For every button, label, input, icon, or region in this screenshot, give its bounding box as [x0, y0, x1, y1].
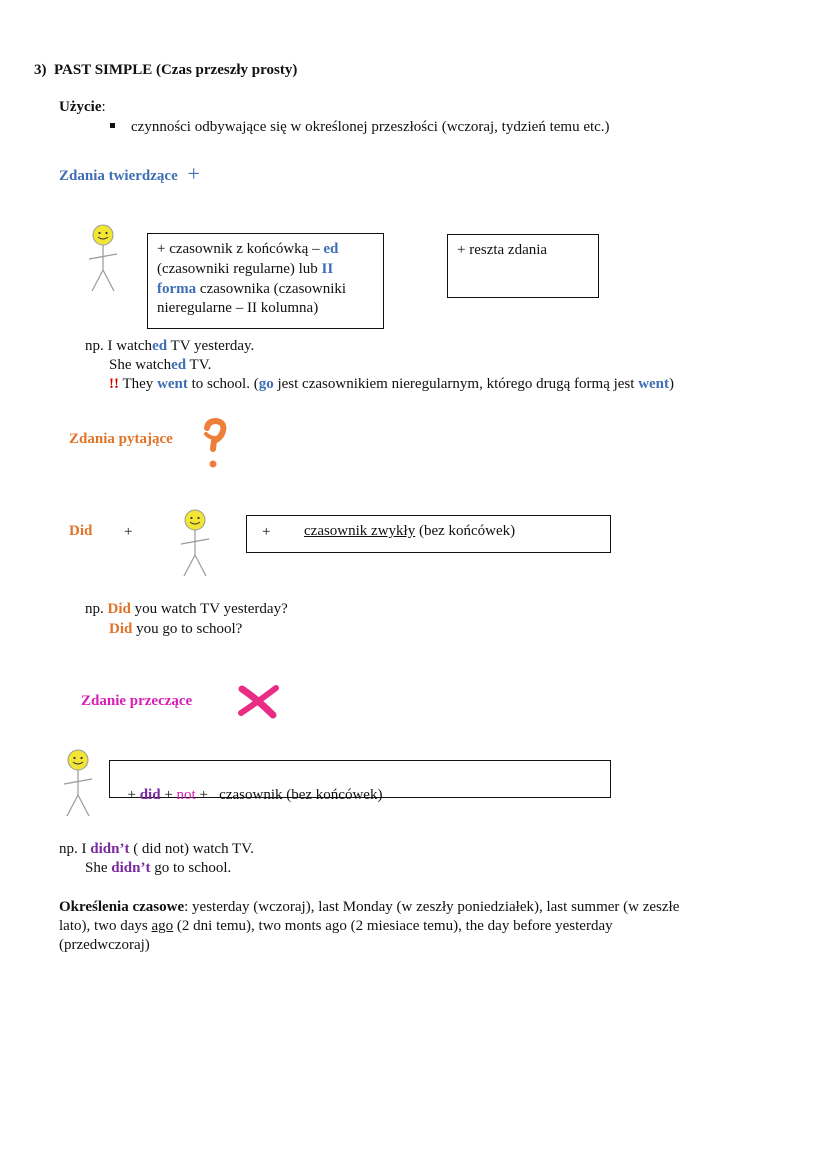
negative-example-2: She didn’t go to school.	[85, 860, 232, 876]
section-number: 3)	[34, 62, 47, 78]
section-heading	[34, 61, 297, 80]
bullet-square-icon	[110, 123, 115, 128]
time-expressions-line1: Określenia czasowe: yesterday (wczoraj), last Monday (w zeszły poniedziałek), last summer (w zeszłe	[59, 899, 680, 915]
question-box-text: czasownik zwykły (bez końcówek)	[304, 523, 516, 539]
did-label: Did	[69, 523, 93, 539]
section-subtitle: (Czas przeszły prosty)	[155, 62, 298, 78]
question-example-1: np. Did you watch TV yesterday?	[85, 601, 288, 617]
affirmative-box-line2: (czasowniki regularne) lub II	[157, 261, 334, 277]
affirmative-title: Zdania twierdzące +	[59, 161, 200, 186]
stick-figure-icon	[85, 223, 121, 295]
stick-figure-icon	[177, 508, 213, 580]
affirmative-example-3: !! They went to school. (go jest czasownikiem nieregularnym, którego drugą formą jest went)	[109, 376, 675, 392]
affirmative-example-2: She watched TV.	[109, 357, 212, 373]
question-mark-icon	[200, 418, 230, 470]
affirmative-example-1: np. I watched TV yesterday.	[85, 338, 255, 354]
plus-icon: +	[187, 161, 200, 186]
affirmative-box-line3: forma czasownika (czasowniki	[157, 281, 347, 297]
question-example-2: Did you go to school?	[109, 621, 243, 637]
rest-of-sentence-text: + reszta zdania	[457, 242, 548, 258]
negative-title: Zdanie przeczące	[81, 693, 193, 709]
time-expressions-line2: lato), two days ago (2 dni temu), two monts ago (2 miesiace temu), the day before yesterday	[59, 918, 613, 934]
negative-example-1: np. I didn’t ( did not) watch TV.	[59, 841, 254, 857]
usage-bullet: czynności odbywające się w określonej przeszłości (wczoraj, tydzień temu etc.)	[110, 118, 610, 137]
plus-sign: +	[124, 524, 133, 540]
affirmative-box-line1: + czasownik z końcówką – ed	[157, 241, 339, 257]
question-box-plus: +	[262, 524, 271, 540]
affirmative-box-line4: nieregularne – II kolumna)	[157, 300, 319, 316]
cross-icon	[237, 684, 281, 720]
questions-title: Zdania pytające	[69, 431, 173, 447]
negative-box-text: + did + not + czasownik (bez końcówek)	[127, 787, 383, 803]
usage-label: Użycie:	[59, 99, 106, 115]
time-expressions-line3: (przedwczoraj)	[59, 937, 150, 953]
section-title: PAST SIMPLE	[54, 62, 153, 78]
stick-figure-icon	[60, 748, 96, 820]
